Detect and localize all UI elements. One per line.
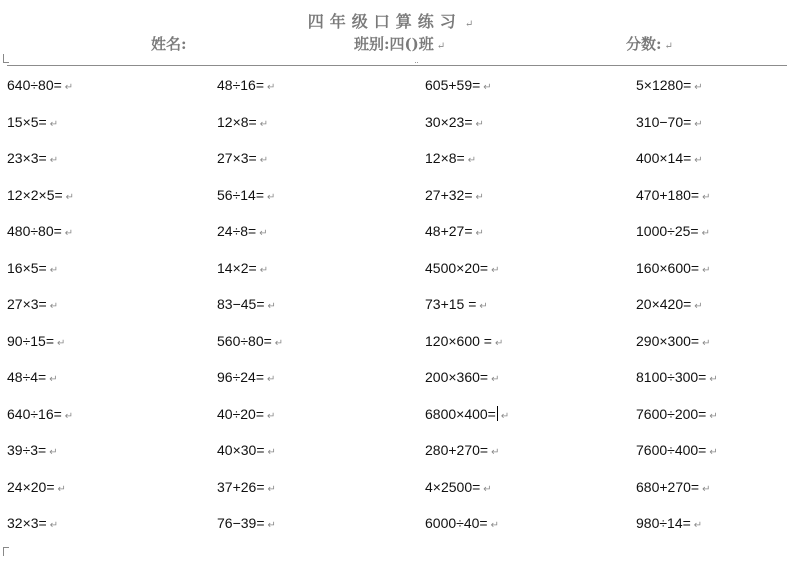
- problem-cell[interactable]: [217, 185, 275, 208]
- paragraph-mark-icon: ↵: [701, 228, 710, 239]
- problem-text: 24×20=: [7, 478, 55, 495]
- paragraph-mark-icon: ↵: [267, 301, 276, 312]
- problem-text: 4×2500=: [425, 478, 481, 495]
- paragraph-mark-icon: ↵: [464, 19, 480, 30]
- paragraph-mark-icon: ↵: [259, 118, 269, 130]
- problem-text: 96÷24=: [217, 369, 265, 385]
- problem-text: 16×5=: [7, 259, 47, 276]
- problem-cell[interactable]: [425, 513, 499, 536]
- problem-text: 24÷8=: [217, 223, 257, 239]
- paragraph-mark-icon: ↵: [436, 41, 446, 52]
- problem-cell[interactable]: [7, 440, 58, 463]
- problem-text: 310−70=: [636, 113, 692, 130]
- class-field-label: 班别:四()班 ↵: [354, 35, 446, 53]
- problem-cell[interactable]: [217, 75, 275, 98]
- score-field-label: 分数: ↵: [626, 35, 673, 53]
- problem-cell[interactable]: [7, 221, 73, 244]
- paragraph-mark-icon: ↵: [49, 520, 59, 531]
- problem-text: 470+180=: [636, 186, 700, 203]
- paragraph-mark-icon: ↵: [702, 191, 711, 203]
- problem-cell[interactable]: [7, 294, 58, 317]
- paragraph-mark-icon: ↵: [702, 337, 711, 349]
- paragraph-mark-icon: ↵: [491, 264, 500, 276]
- problem-text: 20×420=: [636, 296, 692, 312]
- paragraph-mark-icon: ↵: [491, 447, 500, 458]
- worksheet-title: 四年级口算练习 ↵: [307, 12, 480, 31]
- problem-text: 83−45=: [217, 296, 265, 312]
- problem-text: 23×3=: [7, 150, 47, 166]
- paragraph-mark-icon: ↵: [709, 410, 718, 422]
- problem-text: 73+15 =: [425, 296, 477, 312]
- problem-text: 12×2×5=: [7, 186, 63, 203]
- paragraph-mark-icon: ↵: [483, 483, 492, 495]
- problem-cell[interactable]: [636, 440, 718, 463]
- margin-corner-mark: [3, 54, 9, 63]
- paragraph-mark-icon: ↵: [693, 520, 703, 531]
- paragraph-mark-icon: ↵: [64, 228, 74, 239]
- problem-cell[interactable]: [425, 148, 476, 171]
- paragraph-mark-icon: ↵: [49, 264, 59, 276]
- problem-text: 6000÷40=: [425, 515, 488, 531]
- problem-text: 7600÷200=: [636, 405, 707, 422]
- paragraph-mark-icon: ↵: [702, 483, 711, 495]
- problem-cell[interactable]: [7, 367, 58, 390]
- paragraph-mark-icon: ↵: [267, 410, 276, 422]
- problem-text: 37+26=: [217, 478, 265, 495]
- problem-text: 27+32=: [425, 186, 473, 203]
- problem-text: 90÷15=: [7, 332, 55, 349]
- problem-cell[interactable]: [636, 148, 703, 171]
- problem-text: 280+270=: [425, 442, 489, 458]
- problem-cell[interactable]: [7, 75, 73, 98]
- problem-text: 980÷14=: [636, 515, 691, 531]
- problem-text: 14×2=: [217, 259, 257, 276]
- problem-cell[interactable]: [7, 185, 74, 208]
- paragraph-mark-icon: ↵: [49, 374, 58, 385]
- paragraph-mark-icon: ↵: [483, 82, 492, 93]
- problem-cell[interactable]: [636, 185, 710, 208]
- paragraph-mark-icon: ↵: [702, 264, 711, 276]
- paragraph-mark-icon: ↵: [64, 410, 74, 422]
- problem-cell[interactable]: [425, 440, 499, 463]
- problem-text: 8100÷300=: [636, 369, 707, 385]
- paragraph-mark-icon: ↵: [694, 118, 703, 130]
- problem-text: 480÷80=: [7, 223, 62, 239]
- problem-cell[interactable]: [636, 294, 703, 317]
- problem-text: 48÷4=: [7, 369, 47, 385]
- problem-cell[interactable]: [636, 112, 703, 135]
- paragraph-mark-icon: ↵: [267, 82, 276, 93]
- problem-text: 56÷14=: [217, 186, 265, 203]
- paragraph-mark-icon: ↵: [491, 374, 500, 385]
- problem-text: 6800×400=: [425, 405, 496, 422]
- margin-corner-mark: [3, 547, 9, 556]
- problem-text: 76−39=: [217, 515, 265, 531]
- problem-cell[interactable]: [636, 75, 703, 98]
- problem-text: 30×23=: [425, 113, 473, 130]
- problem-text: 200×360=: [425, 369, 489, 385]
- problem-cell[interactable]: [217, 404, 275, 427]
- problem-text: 15×5=: [7, 113, 47, 130]
- paragraph-mark-icon: ↵: [494, 337, 504, 349]
- problem-cell[interactable]: [636, 331, 710, 354]
- problem-cell[interactable]: [217, 258, 268, 281]
- paragraph-mark-icon: ↵: [64, 82, 74, 93]
- problem-text: 12×8=: [217, 113, 257, 130]
- paragraph-mark-icon: ↵: [65, 191, 75, 203]
- problem-text: 5×1280=: [636, 77, 692, 93]
- text-cursor-icon: [497, 406, 498, 421]
- problem-cell[interactable]: [425, 331, 503, 354]
- table-move-handle: [415, 60, 418, 63]
- problem-text: 680+270=: [636, 478, 700, 495]
- problem-cell[interactable]: [7, 331, 65, 354]
- problem-cell[interactable]: [425, 75, 492, 98]
- problem-text: 290×300=: [636, 332, 700, 349]
- name-field-label: 姓名:: [151, 35, 187, 53]
- problem-cell[interactable]: [636, 513, 702, 536]
- paragraph-mark-icon: ↵: [267, 520, 276, 531]
- paragraph-mark-icon: ↵: [694, 301, 703, 312]
- problem-text: 640÷80=: [7, 77, 62, 93]
- paragraph-mark-icon: ↵: [475, 228, 484, 239]
- paragraph-mark-icon: ↵: [490, 520, 499, 531]
- problem-cell[interactable]: [7, 513, 58, 536]
- problem-text: 560÷80=: [217, 332, 272, 349]
- problem-cell[interactable]: [217, 513, 276, 536]
- paragraph-mark-icon: ↵: [259, 264, 269, 276]
- problem-text: 27×3=: [7, 296, 47, 312]
- problem-cell[interactable]: [425, 477, 492, 500]
- problem-text: 1000÷25=: [636, 223, 699, 239]
- paragraph-mark-icon: ↵: [709, 374, 718, 385]
- paragraph-mark-icon: ↵: [267, 483, 276, 495]
- problem-cell[interactable]: [217, 440, 276, 463]
- paragraph-mark-icon: ↵: [694, 155, 703, 166]
- paragraph-mark-icon: ↵: [49, 447, 58, 458]
- paragraph-mark-icon: ↵: [259, 155, 269, 166]
- paragraph-mark-icon: ↵: [267, 374, 276, 385]
- paragraph-mark-icon: ↵: [467, 155, 477, 166]
- problem-cell[interactable]: [7, 258, 58, 281]
- problem-text: 39÷3=: [7, 442, 47, 458]
- problem-cell[interactable]: [636, 221, 710, 244]
- problem-cell[interactable]: [636, 477, 710, 500]
- problem-cell[interactable]: [425, 221, 484, 244]
- paragraph-mark-icon: ↵: [479, 301, 488, 312]
- problem-text: 48÷16=: [217, 77, 265, 93]
- paragraph-mark-icon: ↵: [709, 447, 718, 458]
- paragraph-mark-icon: ↵: [274, 337, 284, 349]
- paragraph-mark-icon: ↵: [500, 410, 510, 422]
- problem-cell[interactable]: [636, 404, 718, 427]
- problem-cell[interactable]: [425, 258, 499, 281]
- paragraph-mark-icon: ↵: [475, 118, 484, 130]
- paragraph-mark-icon: ↵: [57, 337, 66, 349]
- problem-text: 48+27=: [425, 223, 473, 239]
- problem-cell[interactable]: [425, 112, 484, 135]
- problem-cell[interactable]: [217, 367, 275, 390]
- paragraph-mark-icon: ↵: [49, 118, 59, 130]
- problem-text: 160×600=: [636, 259, 700, 276]
- paragraph-mark-icon: ↵: [57, 483, 66, 495]
- problem-text: 12×8=: [425, 150, 465, 166]
- problem-text: 120×600 =: [425, 332, 492, 349]
- problem-cell[interactable]: [7, 477, 66, 500]
- problem-cell[interactable]: [217, 112, 268, 135]
- problem-cell[interactable]: [217, 477, 276, 500]
- problem-cell[interactable]: [636, 258, 710, 281]
- problem-text: 32×3=: [7, 515, 47, 531]
- paragraph-mark-icon: ↵: [259, 228, 268, 239]
- paragraph-mark-icon: ↵: [694, 82, 703, 93]
- problem-cell[interactable]: [217, 221, 268, 244]
- paragraph-mark-icon: ↵: [49, 155, 59, 166]
- problem-cell[interactable]: [7, 112, 58, 135]
- problem-cell[interactable]: [7, 404, 73, 427]
- problem-text: 4500×20=: [425, 259, 489, 276]
- problem-text: 640÷16=: [7, 405, 62, 422]
- problem-cell[interactable]: [425, 367, 499, 390]
- problem-cell[interactable]: [7, 148, 58, 171]
- problem-text: 40×30=: [217, 442, 265, 458]
- problem-cell[interactable]: [217, 294, 276, 317]
- problem-text: 7600÷400=: [636, 442, 707, 458]
- problem-cell[interactable]: [636, 367, 718, 390]
- problem-text: 40÷20=: [217, 405, 265, 422]
- problem-cell[interactable]: [217, 148, 268, 171]
- problem-cell[interactable]: [425, 294, 488, 317]
- problem-text: 605+59=: [425, 77, 481, 93]
- problem-cell[interactable]: [425, 404, 509, 427]
- problem-cell[interactable]: [217, 331, 283, 354]
- paragraph-mark-icon: ↵: [664, 41, 673, 52]
- paragraph-mark-icon: ↵: [267, 191, 276, 203]
- problem-text: 27×3=: [217, 150, 257, 166]
- paragraph-mark-icon: ↵: [475, 191, 484, 203]
- header-divider: [7, 65, 787, 66]
- problem-text: 400×14=: [636, 150, 692, 166]
- paragraph-mark-icon: ↵: [267, 447, 276, 458]
- paragraph-mark-icon: ↵: [49, 301, 59, 312]
- problem-cell[interactable]: [425, 185, 484, 208]
